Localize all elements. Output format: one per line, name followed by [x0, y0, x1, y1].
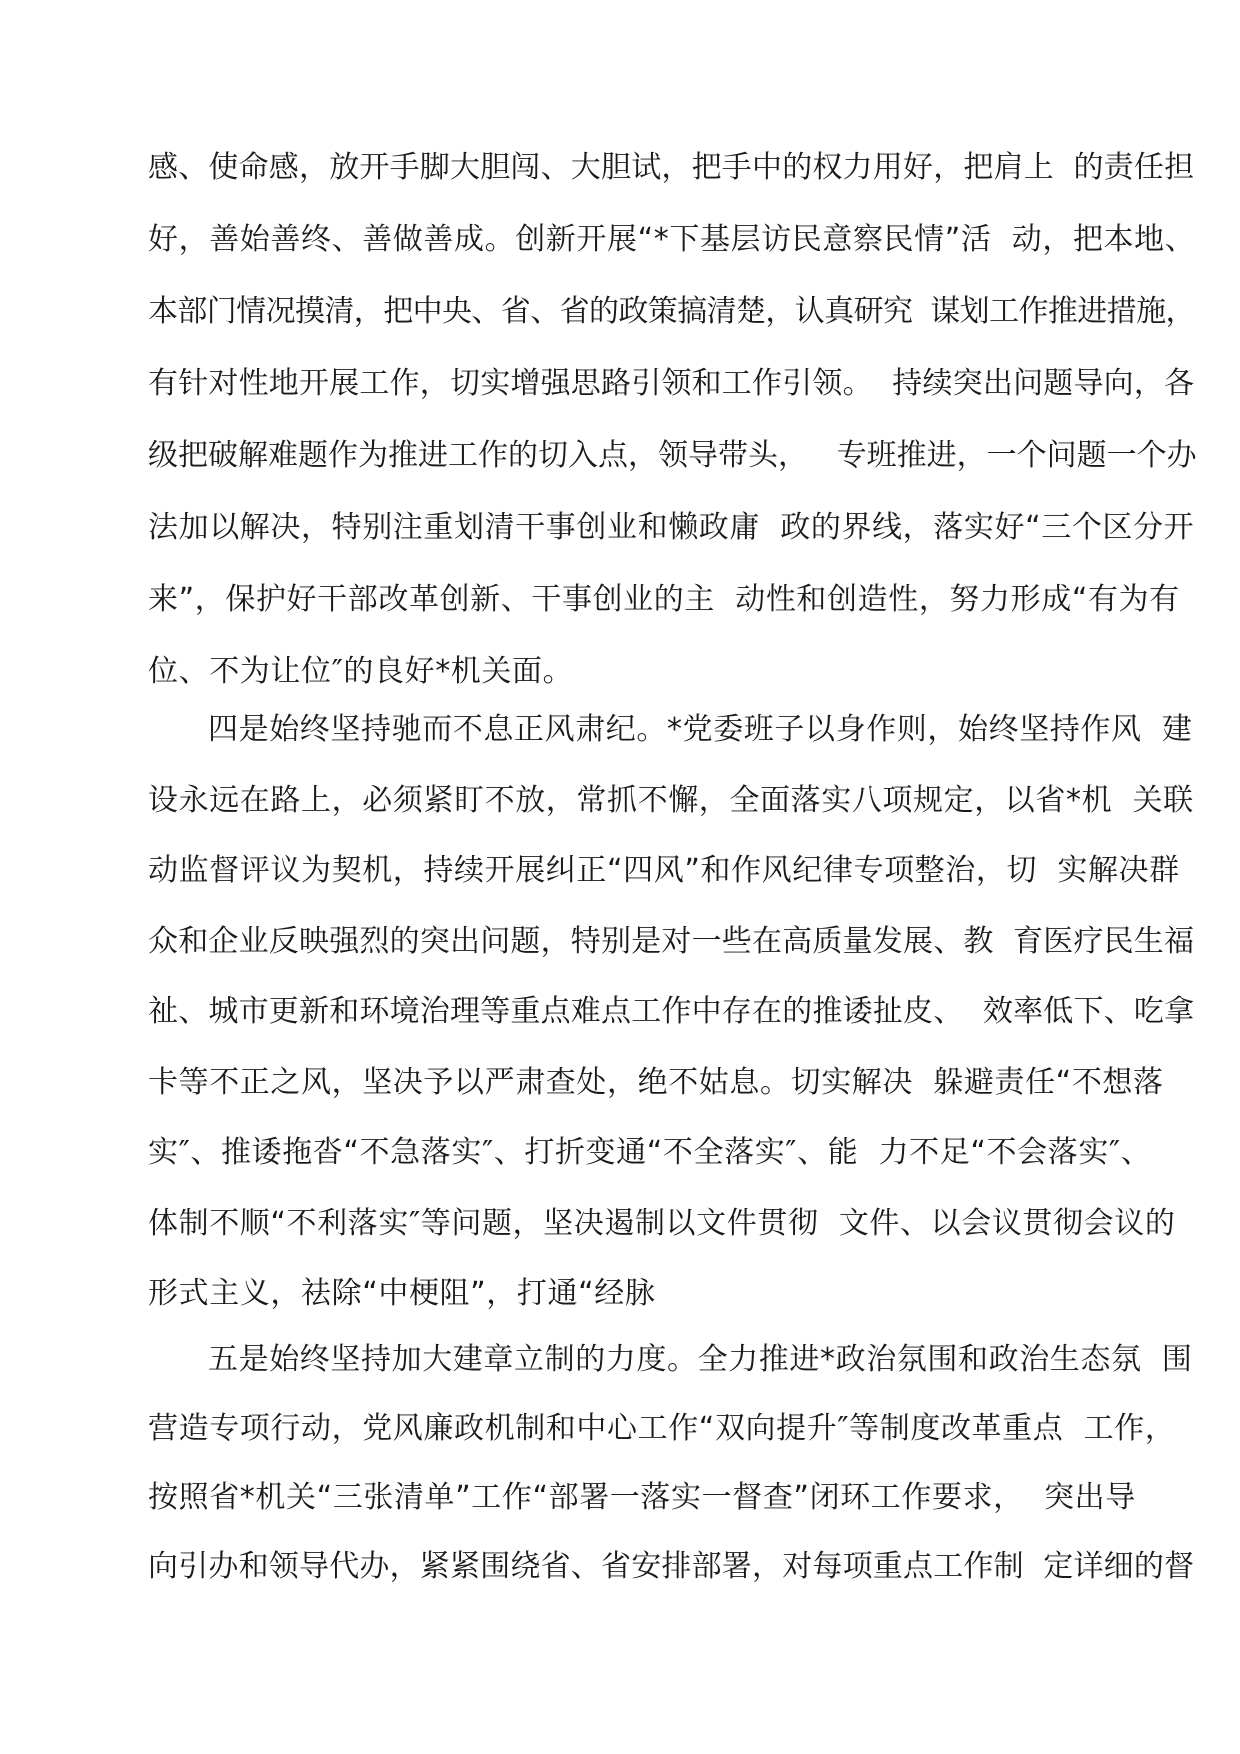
text-line: 众和企业反映强烈的突出问题，特别是对一些在高质量发展、教 育医疗民生福: [148, 923, 1195, 959]
text-line: 感、使命感，放开手脚大胆闯、大胆试，把手中的权力用好，把肩上 的责任担: [148, 150, 1195, 185]
text-line: 动监督评议为契机，持续开展纠正“四风”和作风纪律专项整治，切 实解决群: [148, 853, 1180, 888]
text-line: 形式主义，祛除“中梗阻”，打通“经脉: [148, 1276, 656, 1311]
text-line: 四是始终坚持驰而不息正风肃纪。*党委班子以身作则，始终坚持作风 建: [208, 712, 1193, 747]
text-line: 按照省*机关“三张清单”工作“部署一落实一督查”闭环工作要求， 突出导: [148, 1480, 1136, 1515]
text-line: 五是始终坚持加大建章立制的力度。全力推进*政治氛围和政治生态氛 围: [208, 1342, 1193, 1377]
text-line: 位、不为让位″的良好*机关面。: [148, 654, 574, 689]
text-line: 级把破解难题作为推进工作的切入点，领导带头， 专班推进，一个问题一个办: [148, 438, 1197, 473]
text-line: 体制不顺“不利落实″等问题，坚决遏制以文件贯彻 文件、以会议贯彻会议的: [148, 1205, 1176, 1241]
text-line: 卡等不正之风，坚决予以严肃查处，绝不姑息。切实解决 躲避责任“不想落: [148, 1064, 1164, 1100]
text-line: 来”，保护好干部改革创新、干事创业的主 动性和创造性，努力形成“有为有: [148, 582, 1180, 617]
text-line: 营造专项行动，党风廉政机制和中心工作“双向提升″等制度改革重点 工作，: [148, 1411, 1176, 1446]
text-line: 有针对性地开展工作，切实增强思路引领和工作引领。 持续突出问题导向，各: [148, 366, 1195, 401]
text-line: 好，善始善终、善做善成。创新开展“*下基层访民意察民情”活 动，把本地、: [148, 222, 1196, 257]
text-line: 设永远在路上，必须紧盯不放，常抓不懈，全面落实八项规定，以省*机 关联: [148, 782, 1194, 818]
text-line: 向引办和领导代办，紧紧围绕省、省安排部署，对每项重点工作制 定详细的督: [148, 1549, 1195, 1584]
text-line: 本部门情况摸清，把中央、省、省的政策搞清楚，认真研究 谋划工作推进措施，: [148, 294, 1195, 329]
text-line: 法加以解决，特别注重划清干事创业和懒政庸 政的界线，落实好“三个区分开: [148, 510, 1195, 545]
text-line: 实″、推诿拖沓“不急落实″、打折变通“不全落实″、能 力不足“不会落实″、: [148, 1135, 1152, 1170]
text-line: 祉、城市更新和环境治理等重点难点工作中存在的推诿扯皮、 效率低下、吃拿: [148, 994, 1195, 1029]
